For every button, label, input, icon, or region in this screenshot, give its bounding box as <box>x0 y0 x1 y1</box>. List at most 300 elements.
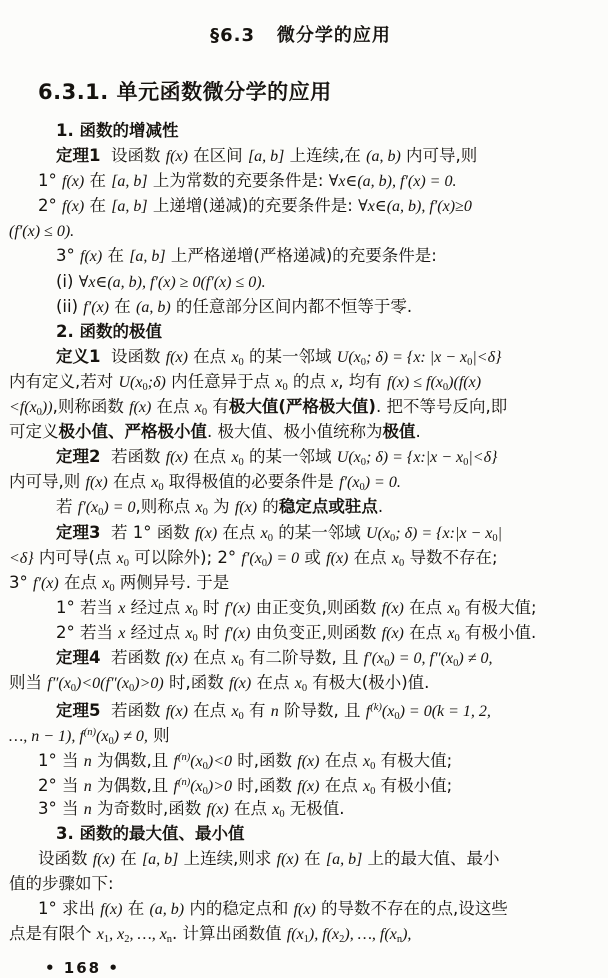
math-expression: x <box>231 348 239 366</box>
math-expression: )) <box>41 399 53 417</box>
text-segment: 内可导,则 <box>400 146 478 166</box>
text-segment: 2° <box>38 196 62 216</box>
math-expression: ∀x∈(a, b), f′(x) = 0. <box>328 173 457 191</box>
math-expression: f(x <box>286 926 304 943</box>
text-segment: 3° <box>56 246 80 266</box>
text-line <box>56 595 592 620</box>
text-segment: 时,函数 <box>163 673 229 693</box>
math-expression: n <box>270 703 279 721</box>
text-segment: 3° 当 <box>38 798 84 818</box>
text-segment: 稳定点或驻点 <box>278 497 378 517</box>
math-expression: f′(x <box>241 549 262 567</box>
math-subscript: 0 <box>192 607 198 619</box>
math-expression: ;δ) <box>147 373 166 391</box>
math-subscript: 0 <box>36 407 42 419</box>
text-segment: 1° 求出 <box>38 898 101 918</box>
math-expression: f(x) <box>297 778 320 796</box>
text-segment: 定理5 <box>56 701 101 721</box>
math-expression: f′(x <box>77 499 99 517</box>
text-segment: 上递增(递减)的充要条件是: <box>147 196 359 216</box>
math-expression: [a, b] <box>111 173 148 191</box>
math-expression: f(x) <box>194 524 218 542</box>
math-subscript: 0 <box>202 786 208 796</box>
math-expression: ) ≠ 0, <box>113 728 148 746</box>
math-expression: n <box>83 753 92 771</box>
math-subscript: 0 <box>454 607 460 619</box>
math-expression: x <box>391 549 399 567</box>
text-segment: 在点 <box>403 597 448 617</box>
text-segment: 在点 <box>217 522 261 542</box>
text-line <box>9 871 592 896</box>
text-segment: 内任意异于点 <box>165 371 276 391</box>
math-expression: f(x) <box>62 198 85 216</box>
math-expression: n <box>83 778 92 796</box>
math-subscript: 0 <box>453 657 459 669</box>
math-expression: [a, b] <box>129 248 166 266</box>
math-expression: f′(x) <box>83 298 109 316</box>
math-subscript: 0 <box>442 381 449 393</box>
text-line <box>56 444 592 469</box>
text-segment: 时,函数 <box>232 751 298 771</box>
text-segment: 在点 <box>403 622 448 642</box>
math-subscript: 0 <box>201 407 208 419</box>
text-segment: 阶导数, 且 <box>278 701 366 721</box>
math-subscript: 0 <box>454 632 460 644</box>
math-expression: x <box>96 926 104 943</box>
math-expression: x <box>231 649 239 667</box>
text-line <box>56 645 592 670</box>
math-expression: ) = 0 <box>267 549 300 567</box>
math-expression: f′(x <box>363 649 385 667</box>
text-segment: 时 <box>197 597 225 617</box>
math-expression: )<0 <box>207 753 233 771</box>
text-segment: 有 <box>243 701 271 721</box>
math-expression: (a, b) <box>136 298 171 316</box>
math-expression: x <box>151 474 159 492</box>
text-segment: ,则称点 <box>135 497 196 517</box>
text-segment: 若函数 <box>100 647 166 667</box>
text-segment: 1° 当 <box>38 751 84 771</box>
text-line <box>56 243 592 268</box>
text-line <box>9 921 592 946</box>
text-segment: 极大值(严格极大值) <box>228 397 376 417</box>
math-expression: <δ} <box>9 549 34 567</box>
math-subscript: 0 <box>492 532 498 544</box>
text-segment: 在 <box>102 246 130 266</box>
text-segment: 上为常数的充要条件是: <box>147 171 329 191</box>
math-expression: f(x) <box>165 649 188 667</box>
math-expression: (a, b) <box>366 148 401 166</box>
text-segment: . <box>415 422 421 442</box>
math-subscript: 0 <box>70 683 77 695</box>
math-supscript: (k) <box>370 702 382 714</box>
math-expression: x <box>331 373 339 391</box>
math-expression: f″(x <box>47 675 71 693</box>
text-segment: 2. 函数的极值 <box>56 321 162 341</box>
text-segment: 在 <box>114 848 142 868</box>
text-segment: 在点 <box>228 798 273 818</box>
text-segment: 有二阶导数, 且 <box>243 647 364 667</box>
math-expression: f(x) <box>165 703 188 721</box>
text-segment: 1° 若当 <box>56 597 119 617</box>
math-expression: f(x) <box>293 900 316 918</box>
text-line <box>38 770 592 795</box>
text-segment: 的某一邻域 <box>273 522 367 542</box>
text-segment: 有极大(极小)值. <box>307 673 430 693</box>
text-segment: 有极小值; <box>375 776 453 796</box>
math-expression: ; δ) = {x: |x − x <box>366 348 468 366</box>
math-expression: ), <box>402 926 412 943</box>
text-line <box>38 193 592 218</box>
text-segment: 由负变正,则函数 <box>250 622 382 642</box>
text-line <box>56 695 592 720</box>
text-segment: 时,函数 <box>232 776 298 796</box>
math-expression: )>0 <box>207 778 233 796</box>
text-segment: 的某一邻域 <box>243 346 337 366</box>
math-subscript: 2 <box>124 934 130 945</box>
math-subscript: 0 <box>98 507 104 519</box>
math-expression: f(x) <box>206 800 229 818</box>
text-line <box>9 670 592 695</box>
text-segment: 3. 函数的最大值、最小值 <box>56 823 245 843</box>
page-title: §6.3 微分学的应用 <box>210 25 391 46</box>
text-segment: 若 1° 函数 <box>100 522 195 542</box>
math-subscript: 0 <box>384 657 390 669</box>
math-expression: …, n − 1), f <box>9 728 84 746</box>
math-subscript: 0 <box>467 356 473 368</box>
text-segment: 定理1 <box>56 146 101 166</box>
math-expression: f′(x) <box>224 624 251 642</box>
math-expression: U(x <box>366 524 391 542</box>
text-segment: 在 <box>109 296 136 316</box>
math-expression: f(x) <box>165 348 188 366</box>
text-segment: 的导数不存在的点,设这些 <box>315 898 508 918</box>
text-segment: 极小值、严格极小值 <box>58 422 207 442</box>
text-line <box>38 168 592 193</box>
text-line <box>9 720 592 745</box>
text-line <box>38 846 592 871</box>
math-expression: x <box>195 499 203 517</box>
text-segment: 设函数 <box>100 346 166 366</box>
text-segment: 两侧异号. 于是 <box>114 572 230 592</box>
text-segment: . <box>377 497 384 517</box>
text-segment: 在点 <box>107 472 152 492</box>
math-subscript: 0 <box>390 532 396 544</box>
math-expression: x <box>275 373 283 391</box>
math-expression: x <box>185 624 193 642</box>
text-segment: 经过点 <box>125 597 186 617</box>
text-segment: 在点 <box>187 647 232 667</box>
text-segment: . 计算出函数值 <box>172 924 287 943</box>
math-expression: f′(x) <box>33 574 59 592</box>
math-expression: ∀x∈(a, b), f′(x)≥0 <box>358 198 472 216</box>
text-segment: 在点 <box>319 776 363 796</box>
text-line <box>56 143 592 168</box>
text-segment: 定理2 <box>56 447 101 467</box>
text-line <box>38 796 592 821</box>
math-expression: f′(x) <box>224 599 251 617</box>
text-segment: 为奇数时,函数 <box>91 798 207 818</box>
math-expression: x <box>231 449 239 467</box>
section-heading: 6.3.1. 单元函数微分学的应用 <box>38 80 332 104</box>
math-expression: (f′(x) ≤ 0). <box>9 223 75 241</box>
text-segment: 无极值. <box>284 798 345 818</box>
text-segment: 定义1 <box>56 346 101 366</box>
math-expression: , …, x <box>129 926 167 943</box>
math-expression: f(x) <box>276 850 299 868</box>
math-subscript: 0 <box>238 356 244 368</box>
text-segment: 1° <box>38 171 62 191</box>
text-segment: 时 <box>197 622 225 642</box>
math-expression: x <box>118 624 126 642</box>
math-expression: [a, b] <box>247 148 285 166</box>
math-expression: U(x <box>118 373 143 391</box>
text-segment: 在点 <box>151 397 195 417</box>
math-expression: )<0(f″(x <box>76 675 130 693</box>
math-expression: [a, b] <box>141 850 179 868</box>
text-segment: 上连续,则求 <box>178 848 277 868</box>
math-expression: ) = 0. <box>364 474 401 492</box>
text-line <box>56 520 592 545</box>
text-segment: 的 <box>257 497 279 517</box>
math-expression: [a, b] <box>325 850 363 868</box>
text-segment: 的某一邻域 <box>243 447 337 467</box>
math-subscript: 0 <box>360 356 367 368</box>
text-segment: 在 <box>84 171 112 191</box>
text-segment: 在点 <box>187 447 232 467</box>
math-subscript: 0 <box>267 532 274 544</box>
math-expression: x <box>260 524 268 542</box>
text-segment: 在点 <box>319 751 363 771</box>
math-supscript: (n) <box>177 752 191 764</box>
text-line <box>56 118 592 143</box>
math-expression: f(x) <box>234 499 258 517</box>
text-segment: ,则称函数 <box>52 397 130 417</box>
text-segment: 在点 <box>348 547 392 567</box>
text-segment: 2° 当 <box>38 776 84 796</box>
math-expression: ), f(x <box>308 926 340 943</box>
math-expression: f(x) <box>381 599 404 617</box>
text-segment: 上连续,在 <box>284 146 367 166</box>
text-segment: 由正变负,则函数 <box>250 597 382 617</box>
text-segment: 2° 若当 <box>56 622 119 642</box>
text-segment: 经过点 <box>125 622 186 642</box>
math-subscript: n <box>166 934 173 945</box>
text-line <box>56 494 592 519</box>
text-segment: 在区间 <box>187 146 248 166</box>
text-segment: 上严格递增(严格递减)的充要条件是: <box>165 246 437 266</box>
math-expression: f <box>365 703 371 721</box>
text-segment: 内可导(点 <box>33 547 117 567</box>
text-segment: 若函数 <box>100 447 166 467</box>
math-expression: ) = 0, f″(x <box>389 649 454 667</box>
text-line <box>9 218 592 243</box>
text-segment: 1. 函数的增减性 <box>56 121 179 140</box>
text-segment: 在点 <box>187 346 232 366</box>
math-expression: | <box>497 524 503 542</box>
math-expression: x <box>116 549 124 567</box>
math-expression: ) = 0 <box>103 499 136 517</box>
math-expression: U(x <box>336 348 361 366</box>
math-expression: ) ≠ 0, <box>458 649 493 667</box>
math-expression: x <box>447 624 455 642</box>
math-subscript: 0 <box>202 761 208 771</box>
text-line <box>9 369 592 394</box>
math-expression: )>0) <box>134 675 164 693</box>
math-expression: ; δ) = {x:|x − x <box>395 524 493 542</box>
math-expression: f(x) <box>85 474 108 492</box>
math-expression: f(x) <box>297 753 320 771</box>
text-segment: (ii) <box>56 296 84 316</box>
math-expression: f(x) <box>165 449 188 467</box>
math-subscript: 0 <box>158 482 164 494</box>
text-segment: 在 <box>84 196 112 216</box>
text-segment: 内有定义,若对 <box>9 371 119 391</box>
math-subscript: 0 <box>108 736 114 746</box>
math-expression: f <box>173 753 178 771</box>
text-segment: 为偶数,且 <box>91 751 174 771</box>
math-expression: f(x) <box>92 850 115 868</box>
math-expression: ) = 0(k = 1, 2, <box>399 703 491 721</box>
math-expression: (x <box>190 753 203 771</box>
math-supscript: (n) <box>177 777 191 789</box>
text-line <box>56 344 592 369</box>
text-line <box>9 570 592 595</box>
text-line <box>56 620 592 645</box>
math-expression: f(x) <box>62 173 85 191</box>
math-expression: x <box>447 599 455 617</box>
math-subscript: 0 <box>282 381 288 393</box>
math-subscript: 0 <box>463 457 469 469</box>
math-subscript: 0 <box>109 582 115 594</box>
math-expression: f(x) <box>129 399 152 417</box>
math-expression: f(x) <box>100 900 123 918</box>
math-expression: f <box>173 778 178 796</box>
text-segment: 可以除外); 2° <box>128 547 242 567</box>
text-segment: 在点 <box>251 673 295 693</box>
text-segment: 可定义 <box>9 422 59 442</box>
text-segment: 有 <box>207 397 229 417</box>
text-line <box>38 745 592 770</box>
math-expression: (x <box>190 778 203 796</box>
math-expression: <f(x <box>9 399 37 417</box>
text-segment: 上的最大值、最小 <box>362 848 500 868</box>
math-expression: (a, b) <box>149 900 185 918</box>
text-line <box>9 394 592 419</box>
math-subscript: 0 <box>261 557 268 569</box>
math-expression: [a, b] <box>111 198 148 216</box>
text-segment: 的任意部分区间内都不恒等于零. <box>170 296 413 316</box>
math-subscript: 0 <box>123 557 129 569</box>
text-segment: 若函数 <box>100 701 166 721</box>
text-segment: 值的步骤如下: <box>9 873 114 893</box>
math-expression: , x <box>109 926 125 943</box>
math-expression: ; δ) = {x:|x − x <box>366 449 464 467</box>
page-number: • 168 • <box>45 959 120 978</box>
text-segment: 或 <box>299 547 327 567</box>
math-subscript: 0 <box>301 683 308 695</box>
math-expression: x <box>231 703 239 721</box>
math-expression: U(x <box>336 449 361 467</box>
math-expression: |<δ} <box>468 449 498 467</box>
math-supscript: (n) <box>83 727 97 739</box>
text-segment: 为 <box>207 497 235 517</box>
math-expression: f(x) <box>229 675 252 693</box>
math-expression: (x <box>96 728 109 746</box>
text-segment: 定理4 <box>56 647 101 667</box>
math-expression: x <box>294 675 302 693</box>
text-segment: 定理3 <box>56 522 101 542</box>
math-subscript: 0 <box>202 507 208 519</box>
math-subscript: 0 <box>238 657 244 669</box>
math-subscript: 0 <box>360 457 367 469</box>
math-expression: ), …, f(x <box>344 926 397 943</box>
text-segment: 设函数 <box>38 848 93 868</box>
text-segment: 在 <box>122 898 150 918</box>
text-segment: 有极大值; <box>459 597 537 617</box>
text-segment: 有极小值. <box>459 622 537 642</box>
text-segment: 若 <box>56 497 78 517</box>
math-subscript: 0 <box>129 683 135 695</box>
math-subscript: 1 <box>103 934 110 945</box>
math-expression: x <box>185 599 193 617</box>
math-subscript: 0 <box>394 711 400 721</box>
math-subscript: 0 <box>370 786 376 796</box>
text-line <box>9 545 592 570</box>
math-expression: n <box>83 800 92 818</box>
math-expression: x <box>272 800 280 818</box>
text-segment: 为偶数,且 <box>91 776 174 796</box>
text-line <box>56 821 592 846</box>
math-subscript: 0 <box>279 808 285 820</box>
math-expression: x <box>362 753 371 771</box>
page-body <box>9 118 592 946</box>
math-expression: )(f(x) <box>448 373 482 391</box>
text-line <box>9 469 592 494</box>
text-segment: 极值 <box>382 422 416 442</box>
math-expression: f(x) <box>80 248 103 266</box>
text-segment: 点是有限个 <box>9 924 97 943</box>
math-subscript: 0 <box>359 482 365 494</box>
text-segment: 在点 <box>187 701 232 721</box>
math-expression: f(x) <box>165 148 188 166</box>
math-expression: f(x) <box>381 624 404 642</box>
text-segment: 在 <box>298 848 326 868</box>
math-expression: x <box>362 778 371 796</box>
math-subscript: n <box>396 934 403 945</box>
math-expression: f′(x <box>339 474 360 492</box>
text-segment: 则 <box>147 726 170 746</box>
text-line <box>9 419 592 444</box>
text-segment: 在点 <box>58 572 103 592</box>
math-expression: (x <box>381 703 395 721</box>
math-subscript: 0 <box>142 381 148 393</box>
text-segment: (i) <box>56 271 79 291</box>
math-expression: x <box>118 599 126 617</box>
math-expression: |<δ} <box>472 348 502 366</box>
text-line <box>56 269 592 294</box>
math-subscript: 0 <box>192 632 198 644</box>
math-subscript: 0 <box>398 557 405 569</box>
text-segment: 则当 <box>9 673 48 693</box>
text-line <box>56 319 592 344</box>
text-segment: 设函数 <box>100 146 166 166</box>
math-subscript: 0 <box>370 761 376 771</box>
math-expression: f(x) ≤ f(x <box>387 373 443 391</box>
math-subscript: 1 <box>303 934 309 945</box>
math-expression: f(x) <box>326 549 349 567</box>
math-expression: x <box>194 399 202 417</box>
